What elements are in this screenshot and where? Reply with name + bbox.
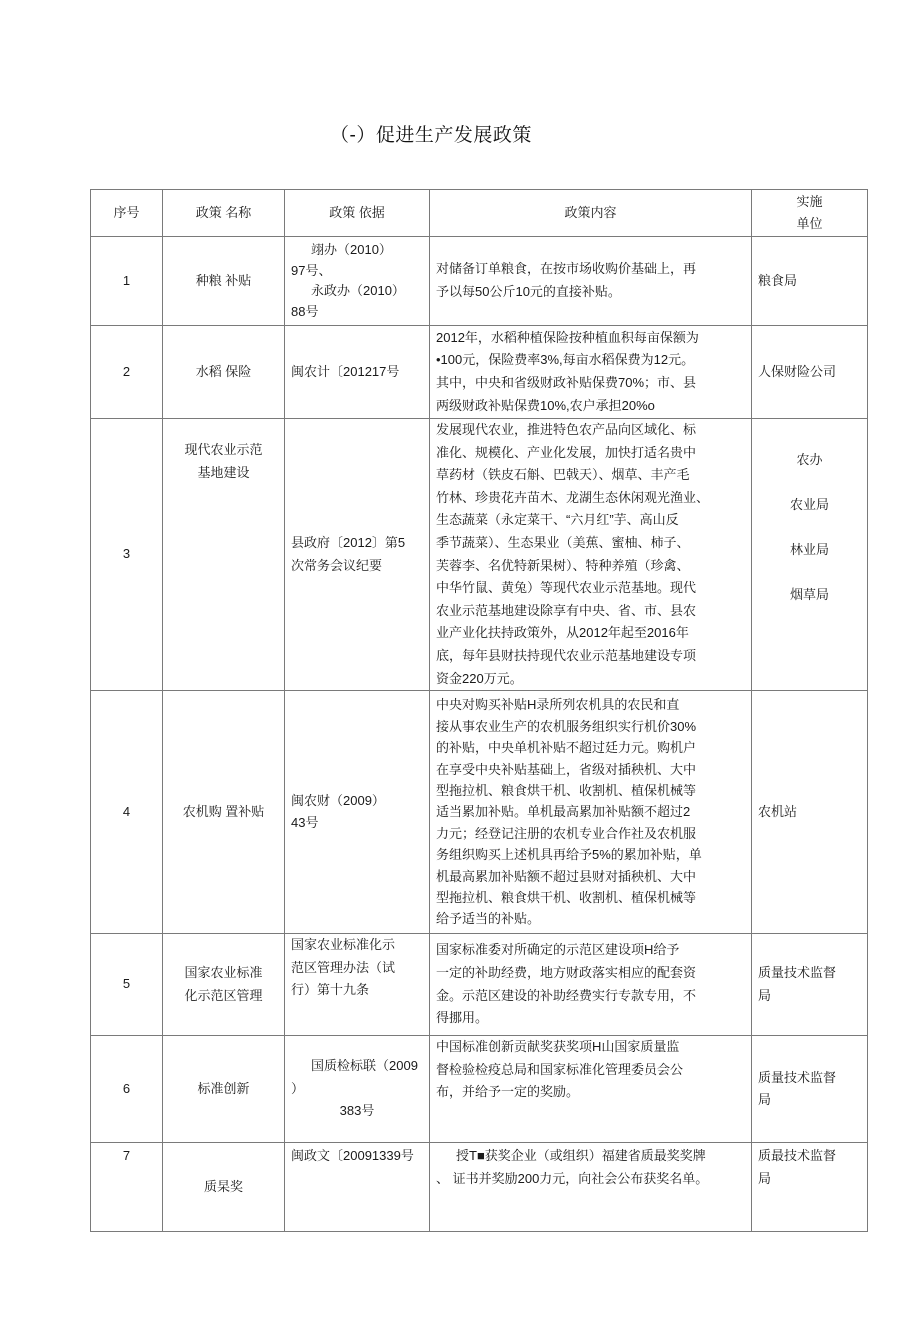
unit-line: 农业局 bbox=[789, 497, 829, 512]
basis-line: 闽农财（2009） bbox=[291, 792, 385, 808]
content-line: 在享受中央补贴基础上，省级对插秧机、大中 bbox=[436, 761, 697, 777]
unit-line: 质最技术监督 bbox=[758, 1148, 837, 1164]
content-line: 务组织购买上述机具再给予5%的累加补贴，单 bbox=[436, 847, 702, 863]
row-content bbox=[430, 326, 752, 419]
row-name: 质杲奖 bbox=[163, 1143, 285, 1232]
unit-line: 烟草局 bbox=[789, 587, 829, 602]
content-line: 一定的补助经费，地方财政落实相应的配套资 bbox=[436, 965, 697, 981]
row-unit bbox=[752, 419, 868, 691]
basis-line: 范区管理办法（试 bbox=[291, 959, 396, 975]
table-row bbox=[91, 237, 868, 326]
content-line: 得挪用。 bbox=[436, 1010, 489, 1026]
row-basis bbox=[285, 691, 430, 934]
row-unit bbox=[752, 934, 868, 1036]
content-line: 其中，中央和省级财政补贴保费70%；市、县 bbox=[436, 375, 697, 390]
unit-line: 林业局 bbox=[789, 542, 829, 557]
table-row bbox=[91, 691, 868, 934]
content-line: 对储备订单粮食，在按市场收购价基础上，再 bbox=[436, 261, 697, 277]
header-basis: 政策 依据 bbox=[285, 190, 430, 237]
row-seq: 3 bbox=[91, 419, 163, 691]
content-line: 业产业化扶持政策外，从2012年起至2016年 bbox=[436, 625, 689, 641]
name-line: 现代农业示范 bbox=[184, 442, 263, 457]
basis-line: 43号 bbox=[291, 815, 319, 831]
content-line: 芙蓉李、名优特新果树）、特种养殖（珍禽、 bbox=[436, 557, 690, 573]
row-name: 农机购 置补贴 bbox=[163, 691, 285, 934]
row-name: 种粮 补贴 bbox=[163, 237, 285, 326]
content-line: 资金220万元。 bbox=[436, 670, 523, 686]
row-content bbox=[430, 1143, 752, 1232]
content-line: 2012年，水稻种植保险按种植血积每亩保额为 bbox=[436, 329, 699, 345]
content-line: 给予适当的补贴。 bbox=[436, 911, 541, 927]
unit-line: 质量技术监督 bbox=[758, 965, 837, 981]
basis-line: 国家农业标准化示 bbox=[291, 937, 396, 953]
table-row bbox=[91, 1143, 868, 1232]
content-line: 准化、规模化、产业化发展，加快打适名贵中 bbox=[436, 444, 697, 460]
content-line: 、 证书并奖励200力元，向社会公布获奖名单。 bbox=[436, 1170, 709, 1186]
table-row bbox=[91, 934, 868, 1036]
unit-line: 局 bbox=[758, 1170, 772, 1186]
content-line: 授T■获奖企业（或组织）福建省质最奖奖牌 bbox=[456, 1148, 706, 1164]
row-name bbox=[163, 419, 285, 691]
content-line: 布，并给予一定的奖励。 bbox=[436, 1084, 580, 1100]
row-basis: 闽政文〔20091339号 bbox=[285, 1143, 430, 1232]
basis-line: 88号 bbox=[291, 303, 319, 319]
row-basis bbox=[285, 934, 430, 1036]
unit-line: 局 bbox=[758, 987, 772, 1003]
basis-line: 383号 bbox=[339, 1103, 375, 1119]
row-unit: 人保财险公司 bbox=[752, 326, 868, 419]
content-line: 季节蔬菜）、生态果业（美蕉、蜜柚、柿子、 bbox=[436, 534, 690, 550]
content-line: 中华竹鼠、黄兔）等现代农业示范基地。现代 bbox=[436, 580, 697, 596]
row-basis bbox=[285, 1036, 430, 1143]
header-seq: 序号 bbox=[91, 190, 163, 237]
row-basis: 闽农计〔201217号 bbox=[285, 326, 430, 419]
content-line: 金。示范区建设的补助经费实行专款专用，不 bbox=[436, 987, 697, 1003]
content-line: 的补贴，中央单机补贴不超过廷力元。购机户 bbox=[436, 740, 697, 756]
name-line: 基地建设 bbox=[197, 464, 250, 480]
row-name bbox=[163, 934, 285, 1036]
content-line: 督检验检疫总局和国家标准化管理委员会公 bbox=[436, 1061, 684, 1077]
basis-line: 翊办（2010） bbox=[311, 242, 392, 257]
basis-line: 国质检标联（2009 bbox=[311, 1058, 418, 1074]
basis-line: 97号、 bbox=[291, 262, 332, 278]
content-line: 型拖拉机、粮食烘干机、收割机、植保机械等 bbox=[436, 890, 697, 906]
content-line: 中国标准创新贡献奖获奖项H山国家质量监 bbox=[436, 1039, 680, 1055]
basis-line: 永政办（2010） bbox=[311, 283, 405, 298]
table-row bbox=[91, 326, 868, 419]
row-content bbox=[430, 691, 752, 934]
row-name: 标准创新 bbox=[163, 1036, 285, 1143]
content-line: 机最高累加补贴额不超过县财对插秧机、大中 bbox=[436, 868, 697, 884]
table-header-row bbox=[91, 190, 868, 237]
name-line: 化示范区管理 bbox=[184, 987, 263, 1003]
content-line: 适当累加补贴。单机最高累加补贴额不超过2 bbox=[436, 804, 691, 820]
policy-table bbox=[90, 189, 868, 1232]
row-seq: 4 bbox=[91, 691, 163, 934]
header-unit-line2: 单位 bbox=[796, 216, 823, 231]
content-line: 草药材（铁皮石斛、巴戟天）、烟草、丰产毛 bbox=[436, 467, 690, 483]
content-line: 发展现代农业，推进特色农产品向区域化、标 bbox=[436, 422, 697, 437]
unit-line: 质量技术监督 bbox=[758, 1069, 837, 1085]
content-line: 接从事农业生产的农机服务组织实行机价30% bbox=[436, 718, 697, 734]
row-seq: 6 bbox=[91, 1036, 163, 1143]
content-line: 国家标准委对所确定的示范区建设项H给予 bbox=[436, 942, 680, 958]
content-line: 予以每50公斤10元的直接补贴。 bbox=[436, 284, 621, 299]
row-unit: 粮食局 bbox=[752, 237, 868, 326]
basis-line: 行）第十九条 bbox=[291, 982, 370, 998]
row-unit: 农机站 bbox=[752, 691, 868, 934]
content-line: 农业示范基地建设除享有中央、省、市、县农 bbox=[436, 602, 697, 618]
content-line: 两级财政补贴保费10%,农户承担20%o bbox=[436, 397, 655, 413]
row-seq: 7 bbox=[91, 1143, 163, 1232]
name-line: 国家农业标准 bbox=[184, 965, 263, 981]
row-unit bbox=[752, 1143, 868, 1232]
basis-line: 县政府〔2012〕第5 bbox=[291, 534, 406, 550]
table-row bbox=[91, 1036, 868, 1143]
row-name: 水稻 保险 bbox=[163, 326, 285, 419]
row-content bbox=[430, 934, 752, 1036]
row-unit bbox=[752, 1036, 868, 1143]
unit-line: 农办 bbox=[796, 452, 823, 467]
content-line: 中央对购买补贴H录所列农机具的农民和直 bbox=[436, 697, 680, 713]
row-seq: 2 bbox=[91, 326, 163, 419]
row-content bbox=[430, 419, 752, 691]
row-basis bbox=[285, 237, 430, 326]
content-line: 型拖拉机、粮食烘干机、收割机、植保机械等 bbox=[436, 783, 697, 799]
page-title: （-）促进生产发展政策 bbox=[330, 125, 532, 146]
header-content: 政策内容 bbox=[430, 190, 752, 237]
unit-line: 局 bbox=[758, 1092, 772, 1108]
basis-line: ） bbox=[291, 1080, 305, 1096]
basis-line: 次常务会议纪要 bbox=[291, 557, 383, 573]
row-basis bbox=[285, 419, 430, 691]
row-seq: 5 bbox=[91, 934, 163, 1036]
header-name: 政策 名称 bbox=[163, 190, 285, 237]
content-line: 力元；经登记注册的农机专业合作社及农机服 bbox=[436, 825, 697, 841]
row-seq: 1 bbox=[91, 237, 163, 326]
row-content bbox=[430, 1036, 752, 1143]
row-content bbox=[430, 237, 752, 326]
content-line: 竹林、珍贵花卉苗木、龙湖生态休闲观光渔业、 bbox=[436, 489, 710, 505]
content-line: •100元，保险费率3%,每亩水稻保费为12元。 bbox=[436, 352, 695, 368]
content-line: 底，每年县财扶持现代农业示范基地建设专项 bbox=[436, 647, 697, 663]
content-line: 生态蔬菜（永定菜干、“六月红”芋、高山反 bbox=[436, 512, 679, 528]
table-row bbox=[91, 419, 868, 691]
header-unit-line1: 实施 bbox=[796, 194, 823, 209]
header-unit bbox=[752, 190, 868, 237]
